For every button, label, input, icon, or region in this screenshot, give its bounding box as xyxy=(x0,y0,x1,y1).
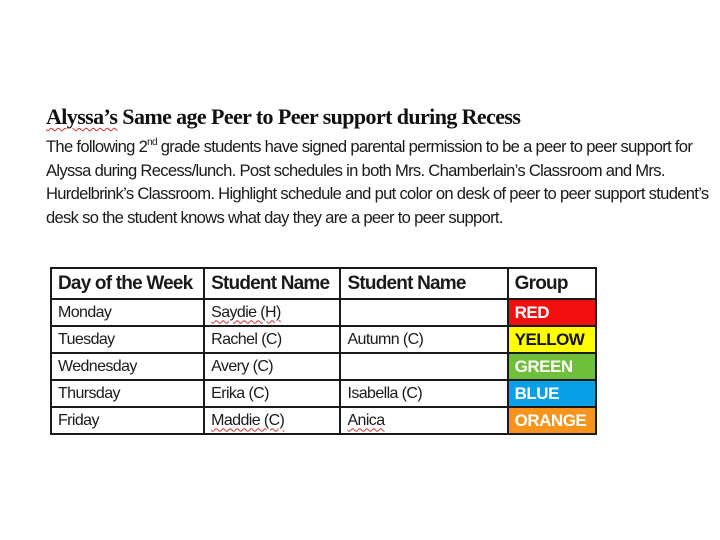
paragraph-line-3-end: Classroom. Highlight schedule and put color on desk of peer to peer support student’s xyxy=(133,184,709,204)
student-cell xyxy=(340,299,507,326)
table-row xyxy=(51,326,596,353)
table-row xyxy=(51,299,596,326)
header-student-name-1: Student Name xyxy=(204,268,340,299)
ordinal-superscript: nd xyxy=(147,137,157,148)
student-name: Maddie (C) xyxy=(211,411,285,429)
group-cell-red: RED xyxy=(508,299,596,326)
header-student-name-2: Student Name xyxy=(340,268,507,299)
student-cell: Avery (C) xyxy=(204,353,340,380)
paragraph-line-4: desk so the student knows what day they are a peer to peer support. xyxy=(46,207,503,227)
student-name: Anica xyxy=(347,411,385,429)
instructions-paragraph xyxy=(46,135,709,229)
student-name: Saydie (H) xyxy=(211,303,281,321)
student-cell xyxy=(204,299,340,326)
table-header-row xyxy=(51,268,596,299)
table-row xyxy=(51,380,596,407)
paragraph-line-3-start: Hurdelbrink’s xyxy=(46,184,134,204)
header-group: Group xyxy=(508,268,596,299)
student-cell: Autumn (C) xyxy=(340,326,507,353)
day-cell: Wednesday xyxy=(51,353,204,380)
student-cell xyxy=(340,353,507,380)
paragraph-line-2 xyxy=(46,159,676,183)
paragraph-line-1 xyxy=(46,135,693,159)
page-title xyxy=(46,104,686,130)
title-name: Alyssa’s xyxy=(46,104,118,129)
peer-support-schedule-table xyxy=(50,267,597,435)
group-cell-blue: BLUE xyxy=(508,380,596,407)
student-cell: Isabella (C) xyxy=(340,380,507,407)
group-cell-orange: ORANGE xyxy=(508,407,596,434)
day-cell: Monday xyxy=(51,299,204,326)
group-cell-green: GREEN xyxy=(508,353,596,380)
table-row xyxy=(51,407,596,434)
student-cell xyxy=(340,407,507,434)
student-cell: Rachel (C) xyxy=(204,326,340,353)
paragraph-line-2-end: during Recess/lunch. Post schedules in both Mrs. Chamberlain’s Classroom and Mrs. xyxy=(90,160,665,180)
group-cell-yellow: YELLOW xyxy=(508,326,596,353)
student-cell: Erika (C) xyxy=(204,380,340,407)
day-cell: Friday xyxy=(51,407,204,434)
paragraph-line-1-end: grade students have signed parental permission to be a peer to peer support for xyxy=(156,137,693,156)
student-cell xyxy=(204,407,340,434)
title-rest: Same age Peer to Peer support during Recess xyxy=(117,104,521,129)
paragraph-line-1-start: The following 2 xyxy=(46,137,148,156)
paragraph-line-3 xyxy=(46,182,709,206)
day-cell: Thursday xyxy=(51,380,204,407)
day-cell: Tuesday xyxy=(51,326,204,353)
header-day: Day of the Week xyxy=(51,268,204,299)
paragraph-line-2-start: Alyssa xyxy=(46,160,91,180)
table-row xyxy=(51,353,596,380)
